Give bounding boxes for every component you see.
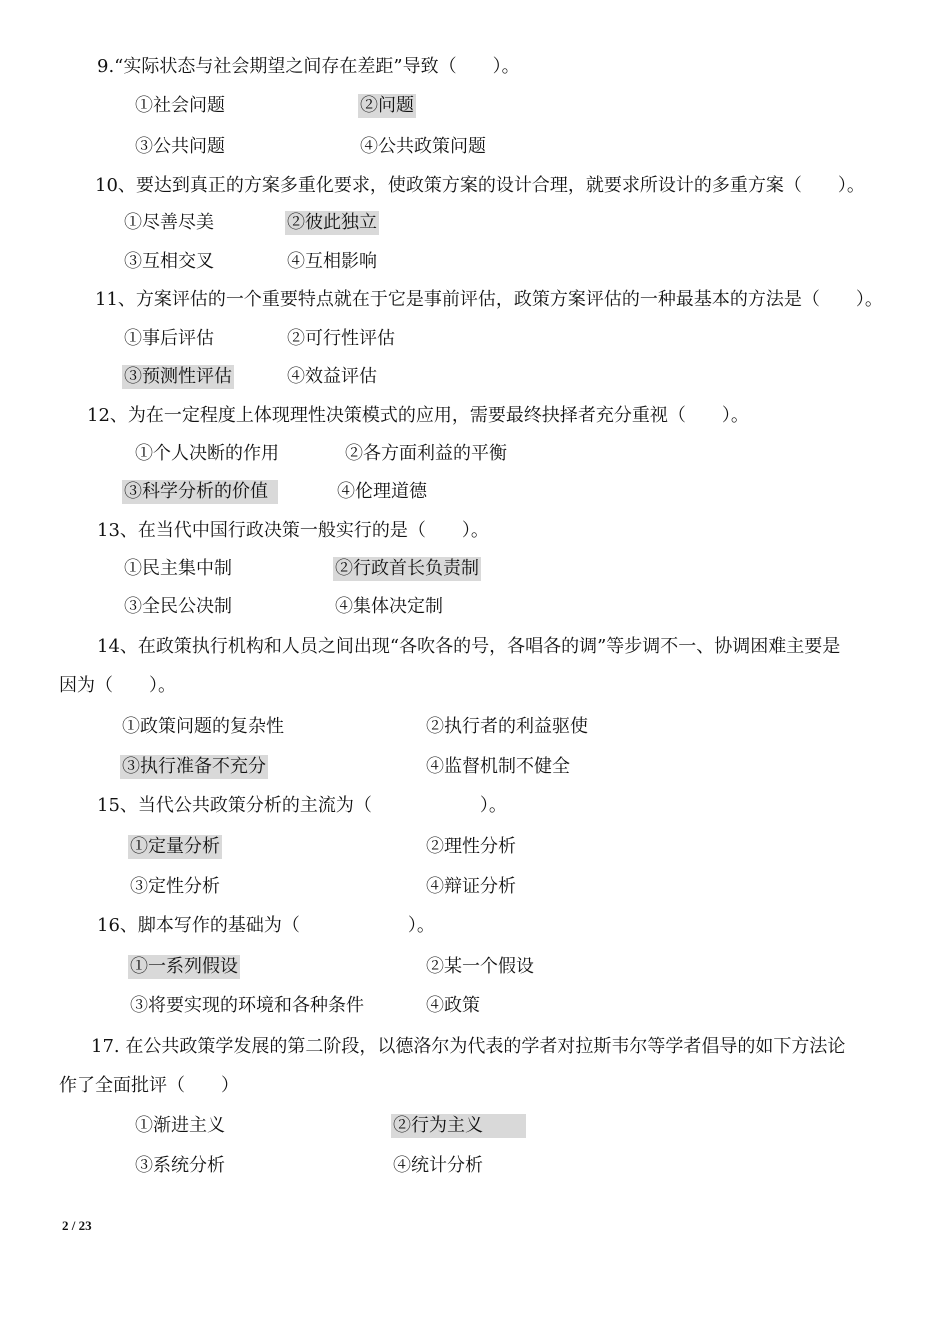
option: ②某一个假设 (426, 956, 534, 977)
option: ④伦理道德 (337, 481, 427, 502)
option: ④辩证分析 (426, 876, 516, 897)
option: ③公共问题 (135, 136, 225, 157)
option: ①政策问题的复杂性 (122, 716, 284, 737)
option: ②理性分析 (426, 836, 516, 857)
option-answer: ②问题 (360, 95, 414, 116)
option: ①民主集中制 (124, 558, 232, 579)
option: ③将要实现的环境和各种条件 (130, 995, 364, 1016)
page-number: 2 / 23 (62, 1218, 92, 1233)
option: ②执行者的利益驱使 (426, 716, 588, 737)
option: ③全民公决制 (124, 596, 232, 617)
option: ④统计分析 (393, 1155, 483, 1176)
question-stem-continued: 作了全面批评（ ） (59, 1075, 239, 1096)
option: ①事后评估 (124, 328, 214, 349)
question-stem: 10、要达到真正的方案多重化要求，使政策方案的设计合理，就要求所设计的多重方案（ ）。 (95, 175, 865, 196)
option: ④效益评估 (287, 366, 377, 387)
question-stem: 15、当代公共政策分析的主流为（ ）。 (97, 795, 507, 816)
option-answer: ②行政首长负责制 (335, 558, 479, 579)
option-answer: ③执行准备不充分 (122, 756, 266, 777)
option: ③互相交叉 (124, 251, 214, 272)
option-answer: ①定量分析 (130, 836, 220, 857)
question-stem: 17. 在公共政策学发展的第二阶段，以德洛尔为代表的学者对拉斯韦尔等学者倡导的如下方法论 (91, 1036, 846, 1057)
question-stem: 14、在政策执行机构和人员之间出现“各吹各的号，各唱各的调”等步调不一、协调困难主要是 (97, 636, 841, 657)
option: ③系统分析 (135, 1155, 225, 1176)
question-stem: 13、在当代中国行政决策一般实行的是（ ）。 (97, 520, 489, 541)
option: ②可行性评估 (287, 328, 395, 349)
option: ③定性分析 (130, 876, 220, 897)
option: ④政策 (426, 995, 480, 1016)
question-stem: 16、脚本写作的基础为（ ）。 (97, 915, 435, 936)
option-answer: ②行为主义 (391, 1114, 526, 1138)
question-stem-continued: 因为（ ）。 (59, 675, 176, 696)
option-answer: ③预测性评估 (124, 366, 232, 387)
option: ④集体决定制 (335, 596, 443, 617)
option: ④监督机制不健全 (426, 756, 570, 777)
option: ②各方面利益的平衡 (345, 443, 507, 464)
option-answer: ③科学分析的价值 (122, 480, 278, 504)
option-answer: ②彼此独立 (287, 212, 377, 233)
question-stem: 11、方案评估的一个重要特点就在于它是事前评估，政策方案评估的一种最基本的方法是（ ）。 (95, 289, 883, 310)
option: ④公共政策问题 (360, 136, 486, 157)
option: ①社会问题 (135, 95, 225, 116)
option-answer: ①一系列假设 (130, 956, 238, 977)
question-stem: 9.“实际状态与社会期望之间存在差距”导致（ ）。 (97, 56, 520, 77)
option: ④互相影响 (287, 251, 377, 272)
option: ①个人决断的作用 (135, 443, 279, 464)
question-stem: 12、为在一定程度上体现理性决策模式的应用，需要最终抉择者充分重视（ ）。 (87, 405, 749, 426)
option: ①渐进主义 (135, 1115, 225, 1136)
option: ①尽善尽美 (124, 212, 214, 233)
